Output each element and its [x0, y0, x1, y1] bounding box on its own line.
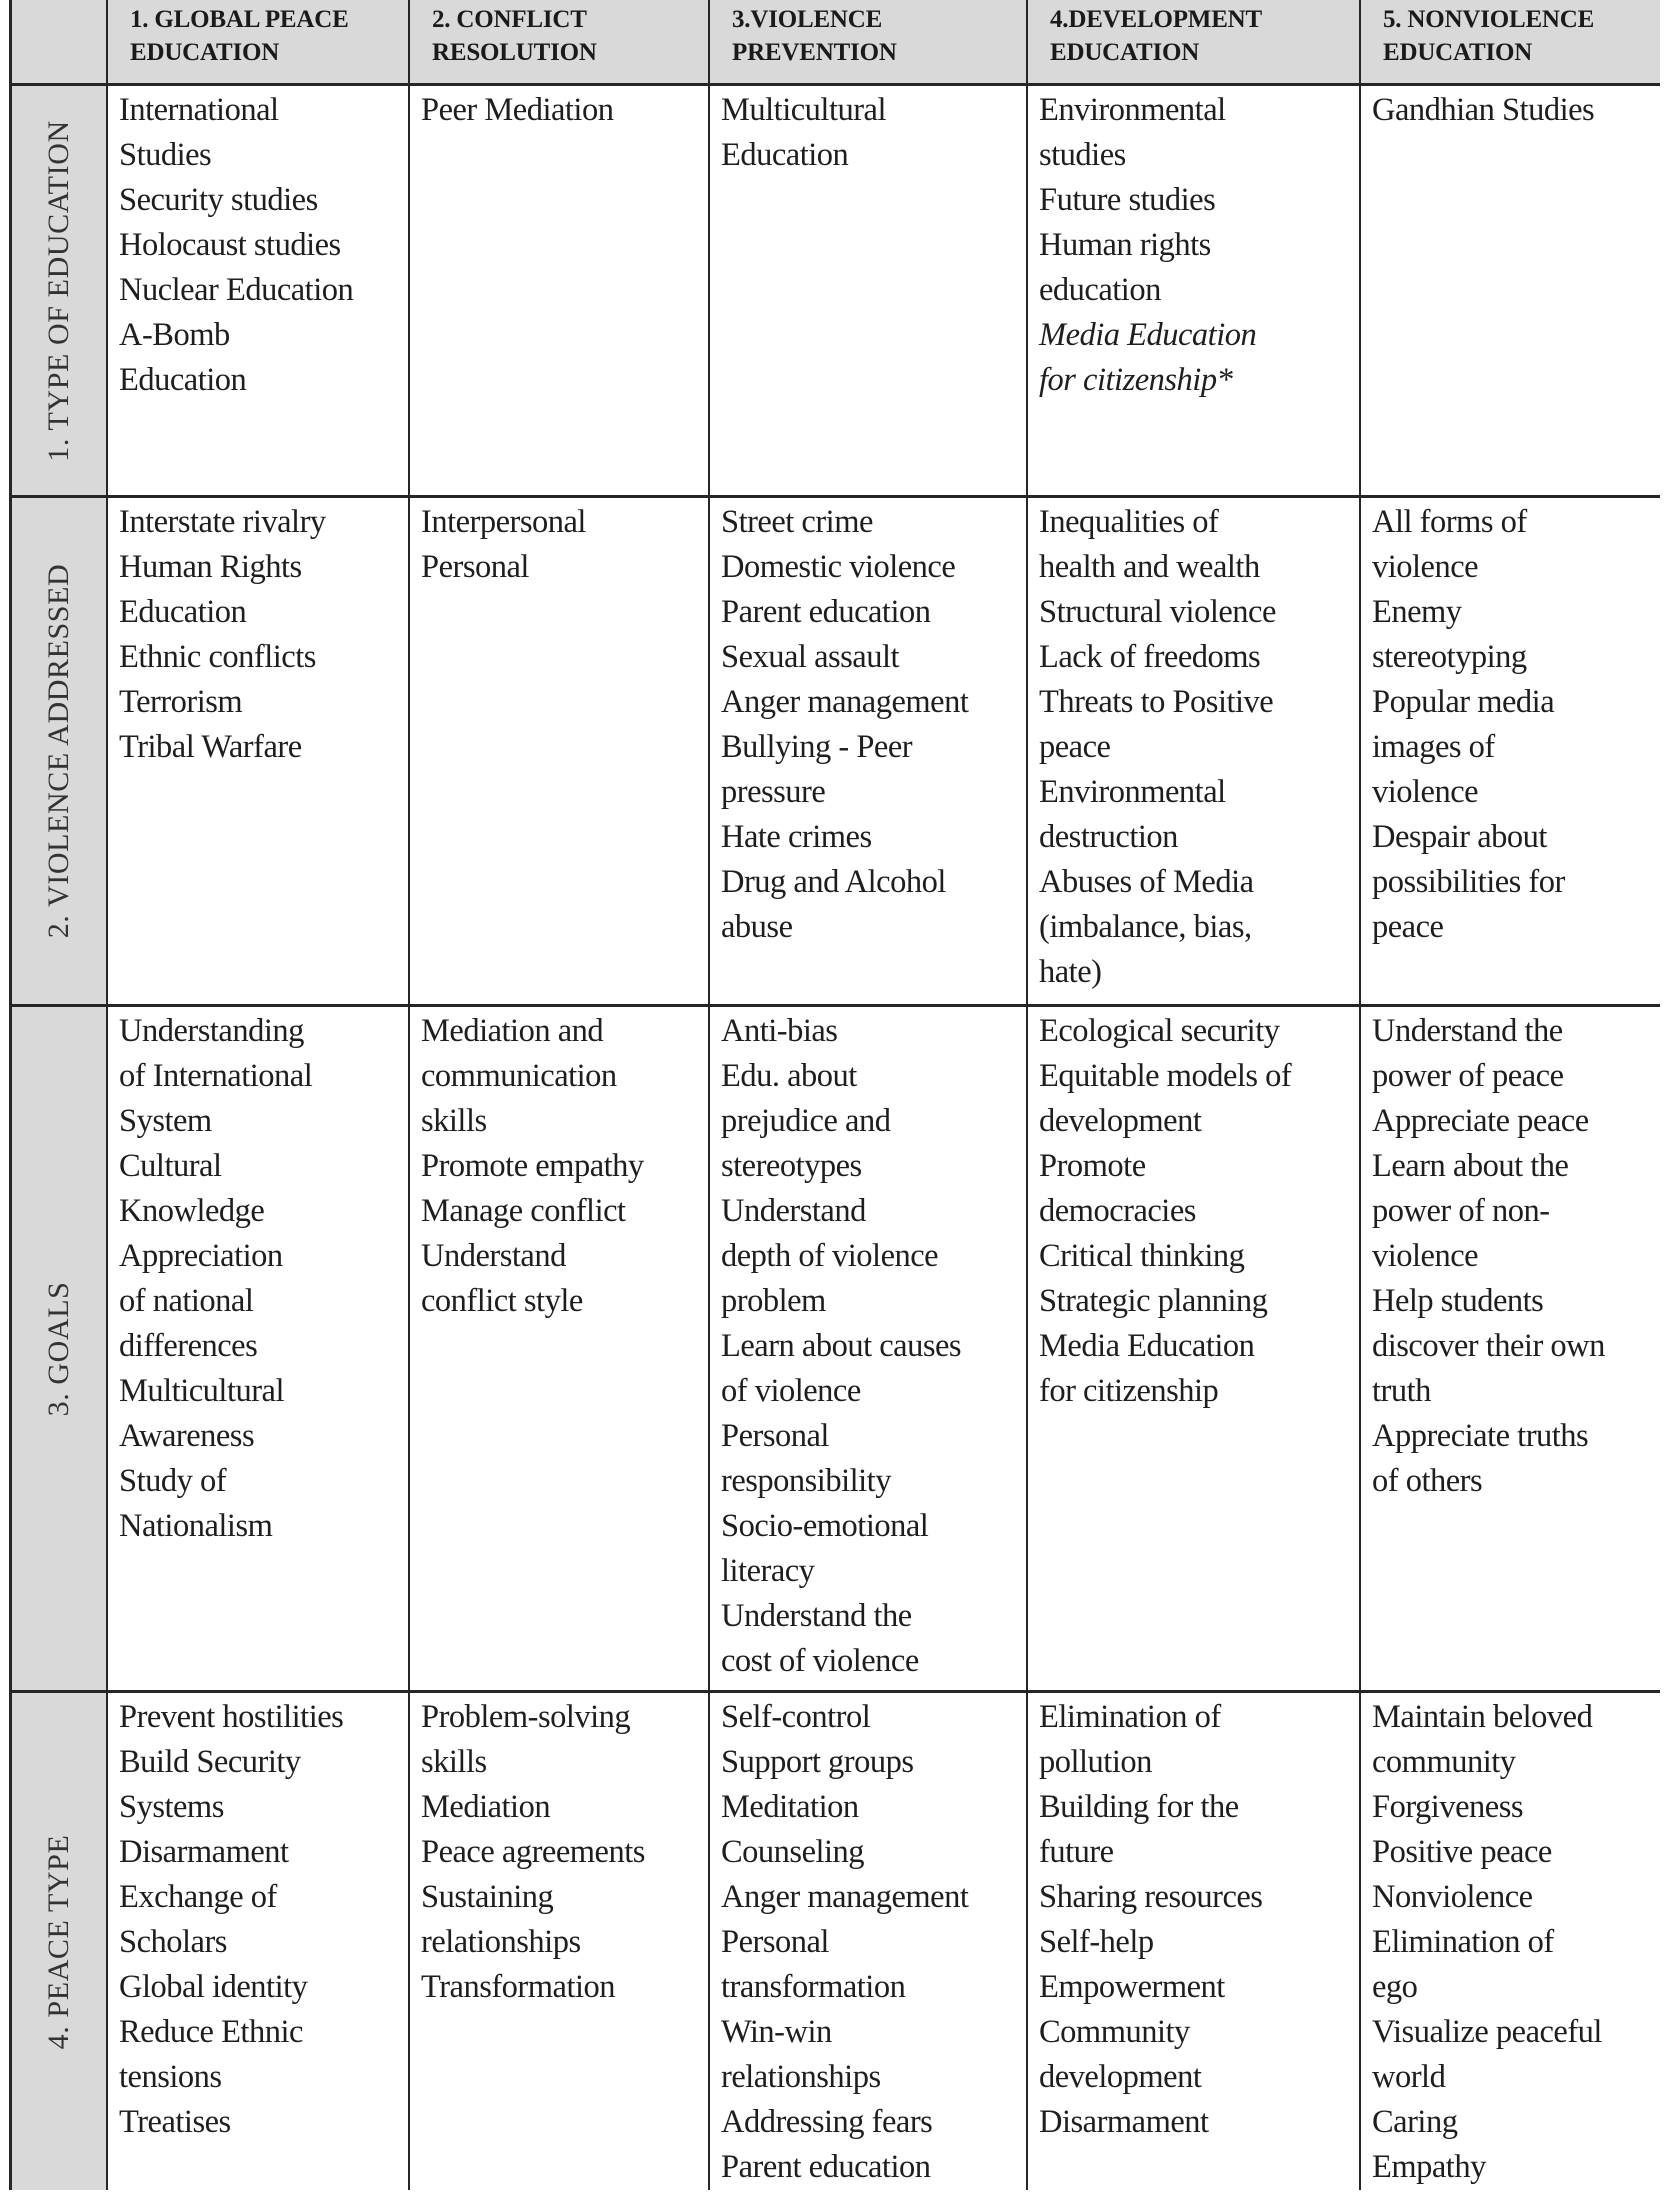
cell-line: Education — [721, 137, 849, 173]
column-header-text: 1. GLOBAL PEACE — [130, 6, 349, 33]
row-label-peace — [12, 1693, 108, 2190]
cell-line: Empowerment — [1039, 1969, 1225, 2005]
cell-line: Learn about the — [1372, 1148, 1569, 1184]
cell-line: Human Rights — [119, 549, 302, 585]
cell-line: Inequalities of — [1039, 504, 1219, 540]
cell-line: Studies — [119, 137, 212, 173]
cell-line: cost of violence — [721, 1643, 919, 1679]
row-label-text: 1. TYPE OF EDUCATION — [42, 119, 75, 462]
cell-line: Elimination of — [1372, 1924, 1554, 1960]
column-header-violence — [710, 0, 1028, 86]
cell-line: Parent education — [721, 594, 931, 630]
cell-line: Holocaust studies — [119, 227, 341, 263]
row-label-text: 2. VIOLENCE ADDRESSED — [42, 563, 75, 939]
cell-line: Learn about causes — [721, 1328, 962, 1364]
cell-line: Prevent hostilities — [119, 1699, 344, 1735]
cell-line: images of — [1372, 729, 1495, 765]
cell-line: Parent education — [721, 2149, 931, 2185]
cell-line: problem — [721, 1283, 826, 1319]
cell-line: Security studies — [119, 182, 318, 218]
row-label-text: 4. PEACE TYPE — [42, 1834, 75, 2049]
cell-line: Popular media — [1372, 684, 1555, 720]
cell-line: Edu. about — [721, 1058, 857, 1094]
cell-line: for citizenship* — [1039, 362, 1233, 398]
cell-line: of International — [119, 1058, 313, 1094]
cell-line: Strategic planning — [1039, 1283, 1268, 1319]
column-header-text: 4.DEVELOPMENT — [1050, 6, 1262, 33]
cell-line: Nationalism — [119, 1508, 273, 1544]
cell-line: Peace agreements — [421, 1834, 645, 1870]
cell-line: pressure — [721, 774, 826, 810]
cell-line: Mediation and — [421, 1013, 604, 1049]
cell-line: Community — [1039, 2014, 1190, 2050]
cell-line: Scholars — [119, 1924, 227, 1960]
cell-line: differences — [119, 1328, 258, 1364]
row-label-goals — [12, 1007, 108, 1693]
table-cell-goals-global — [108, 1007, 410, 1693]
cell-line: Critical thinking — [1039, 1238, 1245, 1274]
cell-line: peace — [1372, 909, 1444, 945]
cell-line: Bullying - Peer — [721, 729, 913, 765]
cell-line: Anti-bias — [721, 1013, 838, 1049]
cell-line: Sexual assault — [721, 639, 900, 675]
cell-line: Anger management — [721, 684, 969, 720]
cell-line: violence — [1372, 774, 1479, 810]
table-cell-violence-nonviolence — [1361, 498, 1660, 1007]
table-cell-peace-nonviolence — [1361, 1693, 1660, 2190]
table-cell-peace-global — [108, 1693, 410, 2190]
cell-line: Anger management — [721, 1879, 969, 1915]
cell-line: Gandhian Studies — [1372, 92, 1595, 128]
table-cell-goals-nonviolence — [1361, 1007, 1660, 1693]
cell-line: Despair about — [1372, 819, 1547, 855]
column-header-text: EDUCATION — [1383, 39, 1533, 66]
cell-line: transformation — [721, 1969, 906, 2005]
cell-line: hate) — [1039, 954, 1102, 990]
cell-line: future — [1039, 1834, 1114, 1870]
cell-line: Ethnic conflicts — [119, 639, 316, 675]
cell-line: for citizenship — [1039, 1373, 1219, 1409]
cell-line: Drug and Alcohol — [721, 864, 946, 900]
table-cell-violence-global — [108, 498, 410, 1007]
column-header-global — [108, 0, 410, 86]
cell-line: Help students — [1372, 1283, 1544, 1319]
table-cell-goals-development — [1028, 1007, 1361, 1693]
cell-line: Understanding — [119, 1013, 304, 1049]
cell-line: A-Bomb — [119, 317, 230, 353]
cell-line: relationships — [721, 2059, 881, 2095]
cell-line: Empathy — [1372, 2149, 1486, 2185]
cell-line: of violence — [721, 1373, 861, 1409]
column-header-conflict — [410, 0, 710, 86]
cell-line: All forms of — [1372, 504, 1527, 540]
cell-line: Nonviolence — [1372, 1879, 1533, 1915]
cell-line: Street crime — [721, 504, 873, 540]
cell-line: Appreciate peace — [1372, 1103, 1589, 1139]
column-header-text: EDUCATION — [130, 39, 280, 66]
cell-line: discover their own — [1372, 1328, 1605, 1364]
cell-line: Build Security — [119, 1744, 301, 1780]
cell-line: System — [119, 1103, 212, 1139]
cell-line: Understand the — [721, 1598, 912, 1634]
cell-line: responsibility — [721, 1463, 891, 1499]
table-cell-goals-violence — [710, 1007, 1028, 1693]
column-header-nonviolence — [1361, 0, 1660, 86]
cell-line: Media Education — [1039, 1328, 1255, 1364]
cell-line: Elimination of — [1039, 1699, 1221, 1735]
cell-line: Understand — [721, 1193, 866, 1229]
cell-line: Future studies — [1039, 182, 1216, 218]
cell-line: Knowledge — [119, 1193, 265, 1229]
cell-line: Manage conflict — [421, 1193, 626, 1229]
cell-line: Appreciation — [119, 1238, 283, 1274]
cell-line: Terrorism — [119, 684, 243, 720]
cell-line: Education — [119, 362, 247, 398]
cell-line: Interstate rivalry — [119, 504, 326, 540]
cell-line: pollution — [1039, 1744, 1152, 1780]
cell-line: stereotyping — [1372, 639, 1527, 675]
cell-line: Enemy — [1372, 594, 1462, 630]
cell-line: Domestic violence — [721, 549, 956, 585]
cell-line: education — [1039, 272, 1161, 308]
cell-line: development — [1039, 1103, 1202, 1139]
cell-line: Personal — [721, 1418, 829, 1454]
cell-line: Understand — [421, 1238, 566, 1274]
column-header-text: 2. CONFLICT — [432, 6, 587, 33]
cell-line: Environmental — [1039, 92, 1226, 128]
cell-line: Systems — [119, 1789, 224, 1825]
cell-line: Environmental — [1039, 774, 1226, 810]
cell-line: health and wealth — [1039, 549, 1260, 585]
column-header-text: 5. NONVIOLENCE — [1383, 6, 1595, 33]
cell-line: Sharing resources — [1039, 1879, 1263, 1915]
cell-line: Understand the — [1372, 1013, 1563, 1049]
cell-line: of national — [119, 1283, 254, 1319]
cell-line: Support groups — [721, 1744, 914, 1780]
cell-line: Building for the — [1039, 1789, 1239, 1825]
table-corner-cell — [12, 0, 108, 86]
cell-line: Multicultural — [119, 1373, 284, 1409]
cell-line: skills — [421, 1744, 487, 1780]
cell-line: Socio-emotional — [721, 1508, 929, 1544]
cell-line: Peer Mediation — [421, 92, 614, 128]
column-header-text: RESOLUTION — [432, 39, 597, 66]
cell-line: literacy — [721, 1553, 815, 1589]
cell-line: Equitable models of — [1039, 1058, 1292, 1094]
cell-line: peace — [1039, 729, 1111, 765]
cell-line: Reduce Ethnic — [119, 2014, 303, 2050]
cell-line: Promote — [1039, 1148, 1146, 1184]
cell-line: Interpersonal — [421, 504, 586, 540]
cell-line: Transformation — [421, 1969, 616, 2005]
cell-line: democracies — [1039, 1193, 1196, 1229]
cell-line: (imbalance, bias, — [1039, 909, 1252, 945]
table-cell-type-development — [1028, 86, 1361, 498]
cell-line: violence — [1372, 1238, 1479, 1274]
cell-line: Appreciate truths — [1372, 1418, 1589, 1454]
cell-line: violence — [1372, 549, 1479, 585]
cell-line: Structural violence — [1039, 594, 1276, 630]
table-cell-type-global — [108, 86, 410, 498]
cell-line: development — [1039, 2059, 1202, 2095]
cell-line: Hate crimes — [721, 819, 872, 855]
column-header-text: EDUCATION — [1050, 39, 1200, 66]
cell-line: Treatises — [119, 2104, 231, 2140]
cell-line: Nuclear Education — [119, 272, 354, 308]
cell-line: Abuses of Media — [1039, 864, 1254, 900]
table-cell-violence-development — [1028, 498, 1361, 1007]
cell-line: Addressing fears — [721, 2104, 933, 2140]
cell-line: Awareness — [119, 1418, 255, 1454]
cell-line: Global identity — [119, 1969, 308, 2005]
cell-line: Disarmament — [1039, 2104, 1209, 2140]
row-label-type — [12, 86, 108, 498]
cell-line: world — [1372, 2059, 1446, 2095]
cell-line: Maintain beloved — [1372, 1699, 1593, 1735]
row-label-violence — [12, 498, 108, 1007]
cell-line: Education — [119, 594, 247, 630]
cell-line: stereotypes — [721, 1148, 862, 1184]
column-header-text: 3.VIOLENCE — [732, 6, 883, 33]
cell-line: prejudice and — [721, 1103, 891, 1139]
cell-line: communication — [421, 1058, 617, 1094]
cell-line: abuse — [721, 909, 793, 945]
column-header-development — [1028, 0, 1361, 86]
cell-line: depth of violence — [721, 1238, 939, 1274]
cell-line: Counseling — [721, 1834, 865, 1870]
table-cell-type-violence — [710, 86, 1028, 498]
column-header-text: PREVENTION — [732, 39, 897, 66]
cell-line: Positive peace — [1372, 1834, 1552, 1870]
cell-line: relationships — [421, 1924, 581, 1960]
cell-line: tensions — [119, 2059, 222, 2095]
cell-line: Win-win — [721, 2014, 832, 2050]
cell-line: International — [119, 92, 279, 128]
table-cell-type-nonviolence — [1361, 86, 1660, 498]
cell-line: Caring — [1372, 2104, 1458, 2140]
cell-line: Lack of freedoms — [1039, 639, 1261, 675]
table-cell-peace-conflict — [410, 1693, 710, 2190]
cell-line: possibilities for — [1372, 864, 1565, 900]
cell-line: Mediation — [421, 1789, 551, 1825]
cell-line: Disarmament — [119, 1834, 289, 1870]
cell-line: Sustaining — [421, 1879, 554, 1915]
cell-line: Tribal Warfare — [119, 729, 302, 765]
cell-line: Self-help — [1039, 1924, 1154, 1960]
cell-line: Promote empathy — [421, 1148, 644, 1184]
cell-line: Ecological security — [1039, 1013, 1280, 1049]
table-cell-type-conflict — [410, 86, 710, 498]
cell-line: destruction — [1039, 819, 1178, 855]
cell-line: Study of — [119, 1463, 227, 1499]
table-cell-peace-development — [1028, 1693, 1361, 2190]
cell-line: Problem-solving — [421, 1699, 631, 1735]
cell-line: Threats to Positive — [1039, 684, 1274, 720]
table-cell-peace-violence — [710, 1693, 1028, 2190]
cell-line: power of peace — [1372, 1058, 1564, 1094]
cell-line: Human rights — [1039, 227, 1211, 263]
cell-line: community — [1372, 1744, 1516, 1780]
cell-line: conflict style — [421, 1283, 583, 1319]
cell-line: Self-control — [721, 1699, 871, 1735]
cell-line: Visualize peaceful — [1372, 2014, 1602, 2050]
cell-line: ego — [1372, 1969, 1418, 2005]
cell-line: skills — [421, 1103, 487, 1139]
cell-line: truth — [1372, 1373, 1431, 1409]
cell-line: Media Education — [1039, 317, 1257, 353]
table-cell-goals-conflict — [410, 1007, 710, 1693]
peace-education-table — [9, 0, 1657, 2190]
row-label-text: 3. GOALS — [42, 1281, 75, 1416]
cell-line: Personal — [421, 549, 529, 585]
table-cell-violence-conflict — [410, 498, 710, 1007]
cell-line: Forgiveness — [1372, 1789, 1523, 1825]
cell-line: of others — [1372, 1463, 1483, 1499]
cell-line: power of non- — [1372, 1193, 1550, 1229]
cell-line: Meditation — [721, 1789, 859, 1825]
cell-line: Cultural — [119, 1148, 222, 1184]
cell-line: Multicultural — [721, 92, 886, 128]
cell-line: Personal — [721, 1924, 829, 1960]
cell-line: studies — [1039, 137, 1126, 173]
cell-line: Exchange of — [119, 1879, 277, 1915]
table-cell-violence-violence — [710, 498, 1028, 1007]
